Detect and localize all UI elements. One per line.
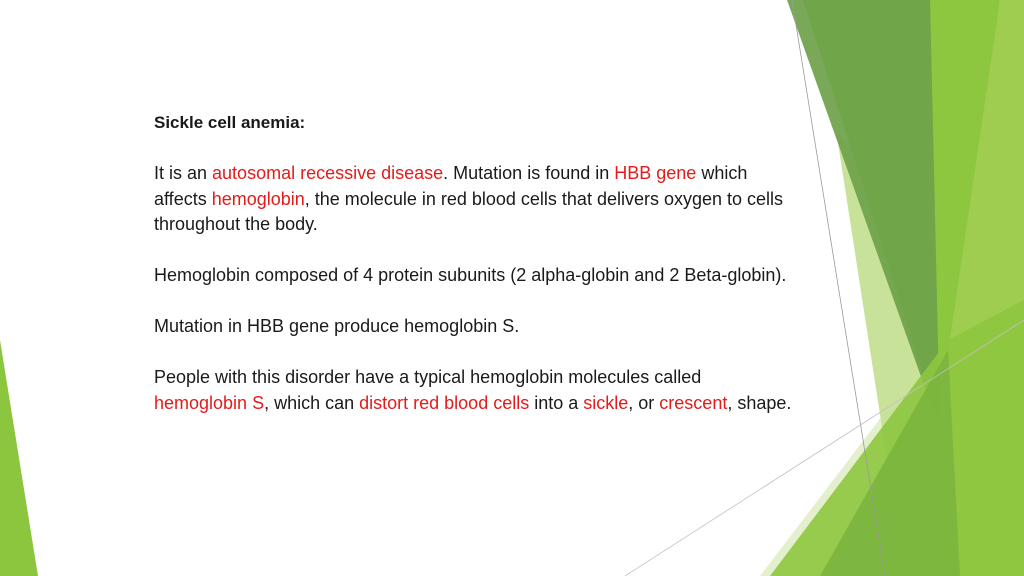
text-segment: People with this disorder have a typical hemoglobin molecules called [154, 367, 702, 387]
highlight-sickle: sickle [583, 392, 629, 413]
text-segment: It is an [154, 163, 213, 183]
highlight-distort-red-blood-cells: distort red blood cells [359, 392, 530, 413]
text-segment: , the molecule in red blood cells that delivers oxygen to cells throughout the body. [154, 188, 784, 234]
paragraph-definition [154, 161, 794, 238]
highlight-hemoglobin: hemoglobin [211, 188, 305, 209]
highlight-autosomal-recessive: autosomal recessive disease [212, 163, 444, 183]
text-segment: which affects [154, 163, 748, 209]
text-segment: . Mutation is found in [443, 163, 615, 183]
text-segment: , which can [264, 392, 360, 413]
text-segment: , or [628, 392, 660, 413]
text-segment: into a [529, 392, 584, 413]
highlight-crescent: crescent [659, 392, 728, 413]
paragraph-mutation: Mutation in HBB gene produce hemoglobin S. [154, 316, 520, 336]
left-green-sliver [0, 340, 38, 576]
paragraph-effects [154, 365, 794, 416]
highlight-hemoglobin-s: hemoglobin S [154, 392, 265, 413]
text-segment: , shape. [727, 392, 792, 413]
slide-content [154, 110, 794, 442]
paragraph-subunits: Hemoglobin composed of 4 protein subunits (2 alpha-globin and 2 Beta-globin). [154, 265, 787, 285]
slide-title: Sickle cell anemia: [154, 113, 306, 132]
highlight-hbb-gene: HBB gene [614, 163, 697, 183]
